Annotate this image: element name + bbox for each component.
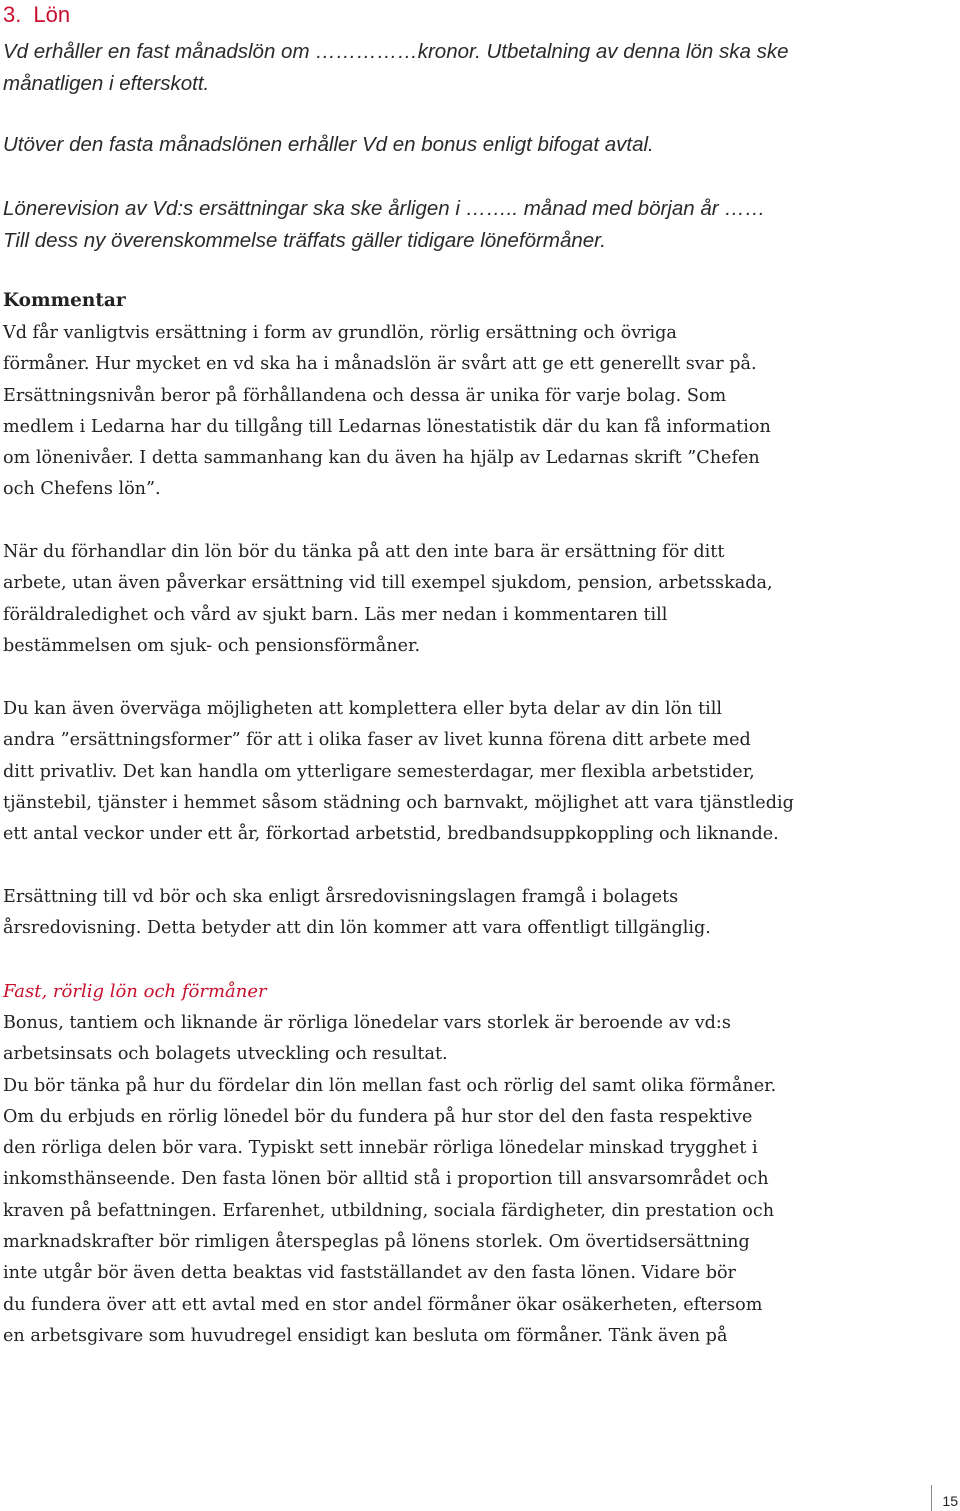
text-line: kraven på befattningen. Erfarenhet, utbildning, sociala färdigheter, din prestation och [3, 1200, 775, 1221]
comment-paragraph-3 [3, 694, 794, 850]
text-line: om lönenivåer. I detta sammanhang kan du även ha hjälp av Ledarnas skrift ”Chefen [3, 448, 760, 469]
text-line: inte utgår bör även detta beaktas vid fastställandet av den fasta lönen. Vidare bör [3, 1263, 736, 1284]
text-line: och Chefens lön”. [3, 479, 161, 500]
text-line: den rörliga delen bör vara. Typiskt sett innebär rörliga lönedelar minskad trygghet i [3, 1138, 758, 1159]
text-line: förmåner. Hur mycket en vd ska ha i månadslön är svårt att ge ett generellt svar på. [3, 354, 757, 375]
text-line: Du kan även överväga möjligheten att komplettera eller byta delar av din lön till [3, 699, 723, 719]
text-line: När du förhandlar din lön bör du tänka på att den inte bara är ersättning för ditt [3, 542, 725, 562]
text-line: Ersättningsnivån beror på förhållandena och dessa är unika för varje bolag. Som [3, 385, 727, 406]
intro-paragraph-2 [3, 129, 654, 161]
intro-paragraph-3 [3, 193, 765, 257]
intro-paragraph-1 [3, 36, 788, 100]
text-line: en arbetsgivare som huvudregel ensidigt kan besluta om förmåner. Tänk även på [3, 1325, 728, 1346]
text-line: andra ”ersättningsformer” för att i olika faser av livet kunna förena ditt arbete med [3, 730, 751, 751]
text-line: månatligen i efterskott. [3, 72, 210, 95]
text-line: ett antal veckor under ett år, förkortad arbetstid, bredbandsuppkoppling och liknande. [3, 824, 779, 845]
text-line: Du bör tänka på hur du fördelar din lön mellan fast och rörlig del samt olika förmåner. [3, 1075, 777, 1096]
text-line: Till dess ny överenskommelse träffats gäller tidigare löneförmåner. [3, 229, 606, 252]
text-line: du fundera över att ett avtal med en stor andel förmåner ökar osäkerheten, eftersom [3, 1294, 763, 1315]
text-line: marknadskrafter bör rimligen återspeglas på lönens storlek. Om övertidsersättning [3, 1232, 750, 1253]
text-line: arbete, utan även påverkar ersättning vid till exempel sjukdom, pension, arbetsskada, [3, 573, 773, 594]
section-title: Lön [33, 2, 71, 27]
comment-paragraph-2 [3, 537, 773, 662]
page-number: 15 [942, 1493, 958, 1509]
section-heading [3, 1, 70, 29]
text-line: föräldraledighet och vård av sjukt barn. Läs mer nedan i kommentaren till [3, 604, 668, 625]
text-line: Ersättning till vd bör och ska enligt årsredovisningslagen framgå i bolagets [3, 887, 679, 907]
text-line: medlem i Ledarna har du tillgång till Ledarnas lönestatistik där du kan få information [3, 416, 771, 437]
text-line: årsredovisning. Detta betyder att din lön kommer att vara offentligt tillgänglig. [3, 918, 711, 939]
text-line: Om du erbjuds en rörlig lönedel bör du fundera på hur stor del den fasta respektive [3, 1106, 753, 1127]
text-line: tjänstebil, tjänster i hemmet såsom städning och barnvakt, möjlighet att vara tjänstledig [3, 792, 794, 813]
text-line: Lönerevision av Vd:s ersättningar ska ske årligen i …….. månad med början år …… [3, 197, 766, 220]
text-line: ditt privatliv. Det kan handla om ytterligare semesterdagar, mer flexibla arbetstider, [3, 761, 755, 782]
section-number: 3. [3, 2, 22, 27]
text-line: arbetsinsats och bolagets utveckling och resultat. [3, 1044, 448, 1065]
comment-paragraph-4 [3, 882, 711, 945]
text-line: Utöver den fasta månadslönen erhåller Vd en bonus enligt bifogat avtal. [3, 133, 654, 156]
fixed-variable-paragraph [3, 1008, 776, 1352]
text-line: Vd får vanligtvis ersättning i form av grundlön, rörlig ersättning och övriga [3, 323, 677, 343]
text-line: Vd erhåller en fast månadslön om ……………kronor. Utbetalning av denna lön ska ske [3, 40, 789, 63]
text-line: bestämmelsen om sjuk- och pensionsförmåner. [3, 635, 421, 656]
comment-paragraph-1 [3, 318, 771, 506]
fixed-variable-heading: Fast, rörlig lön och förmåner [3, 981, 267, 1002]
text-line: Bonus, tantiem och liknande är rörliga lönedelar vars storlek är beroende av vd:s [3, 1013, 731, 1033]
text-line: inkomsthänseende. Den fasta lönen bör alltid stå i proportion till ansvarsområdet och [3, 1169, 769, 1190]
comment-heading: Kommentar [3, 290, 126, 311]
